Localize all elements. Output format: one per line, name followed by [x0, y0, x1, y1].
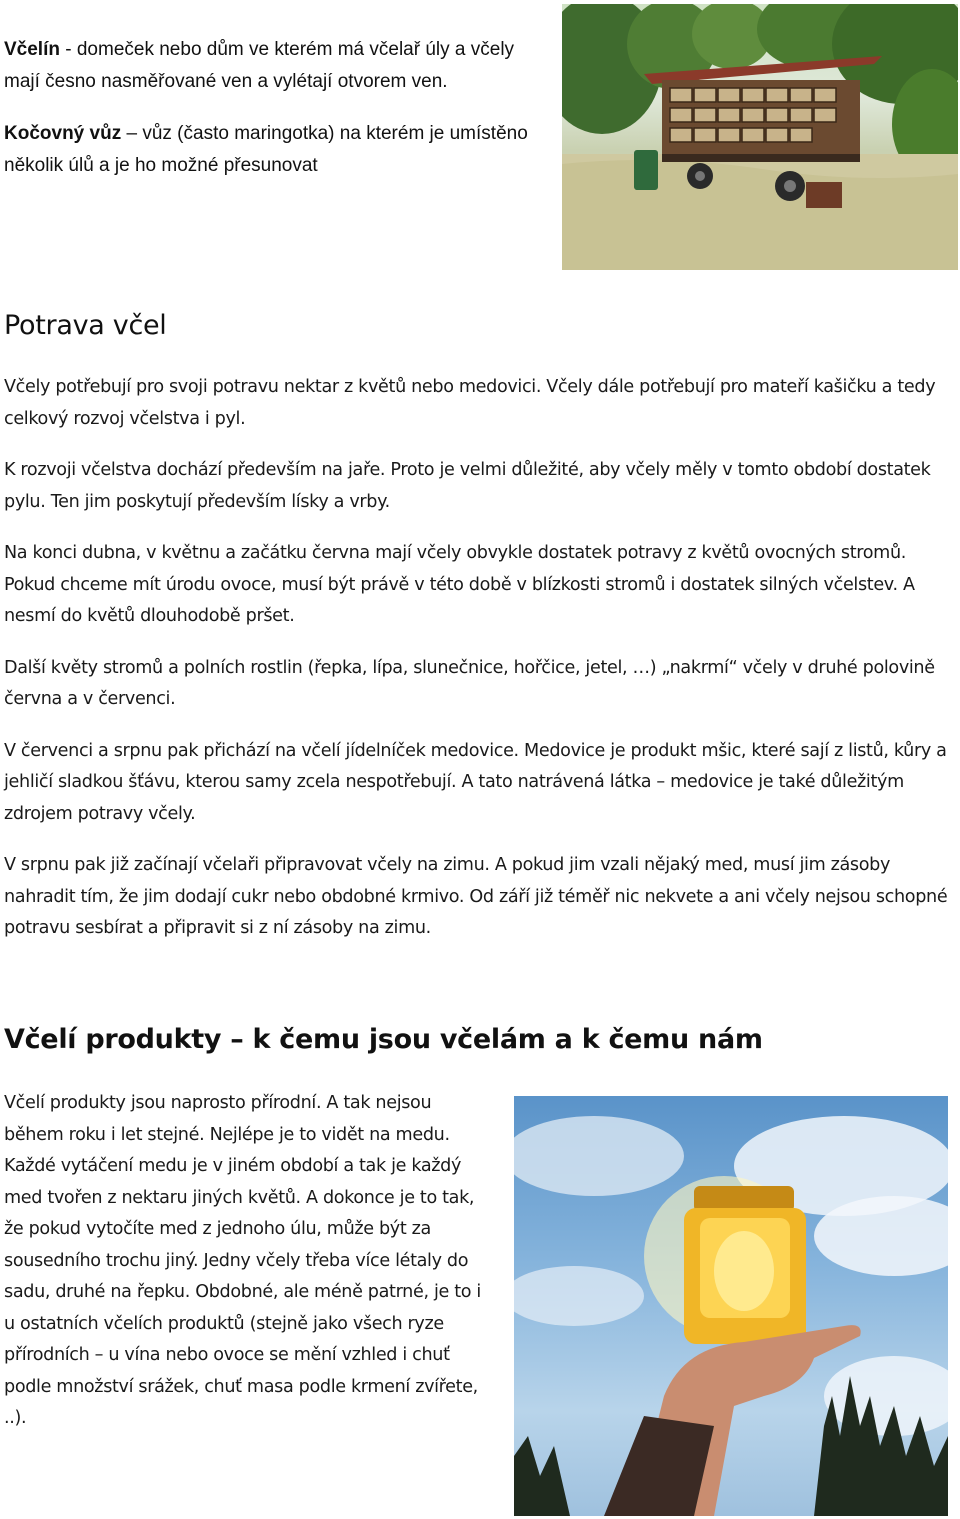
definition-vcelin	[4, 34, 552, 97]
section-produkty-body	[4, 1088, 494, 1455]
paragraph: Včelí produkty jsou naprosto přírodní. A tak nejsou během roku i let stejné. Nejlépe je to vidět na medu. Každé vytáčení medu je v jiném období a tak je každý med tvořen z nektaru jiných květů. A dokonce je to tak, že pokud vytočíte med z jednoho úlu, může být za sousedního trochu jiný. Jedny včely třeba více létaly do sadu, druhé na řepku. Obdobné, ale méně patrné, je to i u ostatních včelích produktů (stejně jako všech ryze přírodních – u vína nebo ovoce se mění vzhled i chuť podle množství srážek, chuť masa podle krmení zvířete, ..).	[4, 1093, 481, 1428]
definition-kocovny-vuz	[4, 118, 552, 181]
heading-potrava-vcel: Potrava včel	[4, 310, 167, 341]
definition-kocovny-vuz-text: – vůz (často maringotka) na kterém je umístěno několik úlů a je ho možné přesunovat	[4, 123, 528, 176]
paragraph: V srpnu pak již začínají včelaři připravovat včely na zimu. A pokud jim vzali nějaký med, musí jim zásoby nahradit tím, že jim dodají cukr nebo obdobné krmivo. Od září již téměř nic nekvete a ani včely nejsou schopné potravu sesbírat a připravit si z ní zásoby na zimu.	[4, 855, 948, 938]
term-vcelin: Včelín	[4, 39, 60, 60]
definition-vcelin-text: - domeček nebo dům ve kterém má včelař úly a včely mají česno nasměřované ven a vylétají otvorem ven.	[4, 39, 515, 92]
intro-definitions	[4, 34, 552, 202]
paragraph: Další květy stromů a polních rostlin (řepka, lípa, slunečnice, hořčice, jetel, …) „nakrmí“ včely v druhé polovině června a v červenci.	[4, 657, 935, 709]
section-potrava-body	[4, 372, 956, 965]
term-kocovny-vuz: Kočovný vůz	[4, 123, 122, 144]
beehive-wagon-photo	[562, 4, 958, 270]
paragraph: V červenci a srpnu pak přichází na včelí jídelníček medovice. Medovice je produkt mšic, které sají z listů, kůry a jehličí sladkou šťávu, kterou samy zcela nespotřebují. A tato natrávená látka – medovice je také důležitým zdrojem potravy včely.	[4, 740, 947, 824]
beehive-wagon-illustration	[562, 4, 958, 270]
honey-jar-illustration	[514, 1096, 948, 1516]
paragraph: Na konci dubna, v květnu a začátku června mají včely obvykle dostatek potravy z květů ovocných stromů. Pokud chceme mít úrodu ovoce, musí být právě v této době v blízkosti stromů i dostatek silných včelstev. A nesmí do květů dlouhodobě pršet.	[4, 543, 915, 626]
heading-vceli-produkty: Včelí produkty – k čemu jsou včelám a k čemu nám	[4, 1024, 763, 1055]
honey-jar-photo	[514, 1096, 948, 1516]
paragraph: Včely potřebují pro svoji potravu nektar z květů nebo medovici. Včely dále potřebují pro mateří kašičku a tedy celkový rozvoj včelstva i pyl.	[4, 377, 936, 429]
paragraph: K rozvoji včelstva dochází především na jaře. Proto je velmi důležité, aby včely měly v tomto období dostatek pylu. Ten jim poskytují především lísky a vrby.	[4, 460, 931, 512]
